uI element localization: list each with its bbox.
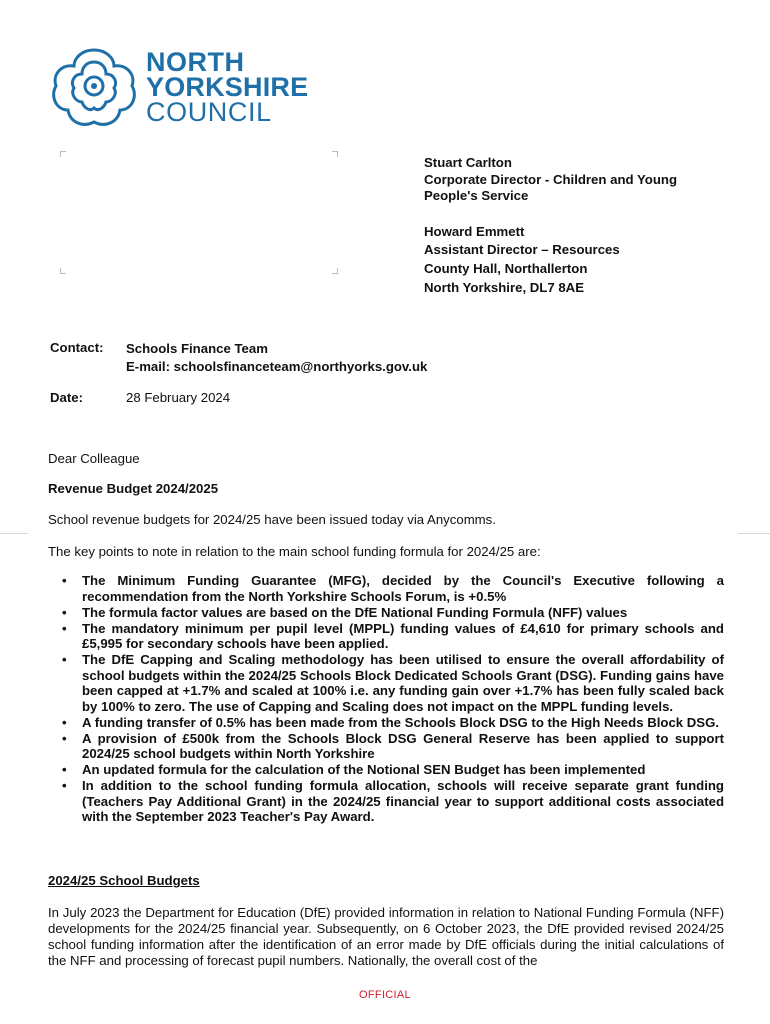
section-paragraph: In July 2023 the Department for Education (DfE) provided information in relation to National Funding Formula (NFF) developments for the 2024/25 financial year. Subsequently, on 6 October 2023, the DfE provided revised 2024/25 school funding information after the identification of an error made by DfE officials during the initial calculations of the NFF and processing of forecast pupil numbers. Nationally, the overall cost of the <box>48 905 724 968</box>
list-item: • A funding transfer of 0.5% has been made from the Schools Block DSG to the High Needs Block DSG. <box>62 714 720 730</box>
sender-title-2: Assistant Director – Resources <box>424 242 620 257</box>
sender-title-1: Corporate Director - Children and Young People's Service <box>424 171 678 203</box>
sender-block <box>424 155 714 297</box>
list-item: • A provision of £500k from the Schools Block DSG General Reserve has been applied to support 2024/25 school budgets within North Yorkshire <box>62 730 724 761</box>
date-value: 28 February 2024 <box>126 390 231 405</box>
logo-line-council: COUNCIL <box>146 97 272 127</box>
fold-mark-left <box>0 533 28 534</box>
salutation: Dear Colleague <box>48 451 140 466</box>
logo-wordmark <box>146 47 309 127</box>
section-heading: 2024/25 School Budgets <box>48 873 200 888</box>
list-item: • An updated formula for the calculation of the Notional SEN Budget has been implemented <box>62 762 646 777</box>
list-item: • The DfE Capping and Scaling methodology has been utilised to ensure the overall affordability of school budgets within the 2024/25 Schools Block Dedicated Schools Grant (DSG). Funding gains have been capped at +1.7% and scaled at 100% i.e. any funding gain over +1.7% has been fully scaled back by 100% to zero. The use of Capping and Scaling does not impact on the MPPL funding levels. <box>62 652 724 714</box>
crop-mark-top-right <box>332 151 338 157</box>
date-label: Date: <box>50 390 83 405</box>
contact-email[interactable]: E-mail: schoolsfinanceteam@northyorks.gov.uk <box>126 359 428 374</box>
classification-footer: OFFICIAL <box>359 989 411 1001</box>
rose-emblem-icon <box>48 44 140 130</box>
sender-name-2: Howard Emmett <box>424 223 525 239</box>
sender-address-1: County Hall, Northallerton <box>424 261 588 276</box>
logo-line-north: NORTH <box>146 47 245 77</box>
list-item: • In addition to the school funding formula allocation, schools will receive separate grant funding (Teachers Pay Additional Grant) in the 2024/25 financial year to support additional costs associated with the September 2023 Teacher's Pay Award. <box>62 778 724 824</box>
list-item: • The mandatory minimum per pupil level (MPPL) funding values of £4,610 for primary schools and £5,995 for secondary schools have been applied. <box>62 620 724 651</box>
contact-team: Schools Finance Team <box>126 341 268 356</box>
keypoints-intro: The key points to note in relation to the main school funding formula for 2024/25 are: <box>48 544 541 559</box>
key-points-list <box>48 573 724 825</box>
list-item: • The Minimum Funding Guarantee (MFG), decided by the Council's Executive following a recommendation from the North Yorkshire Schools Forum, is +0.5% <box>62 573 724 604</box>
contact-label: Contact: <box>50 340 104 355</box>
crop-mark-top-left <box>60 151 66 157</box>
logo-line-yorkshire: YORKSHIRE <box>146 72 309 102</box>
intro-paragraph: School revenue budgets for 2024/25 have been issued today via Anycomms. <box>48 512 496 527</box>
contact-details <box>126 340 427 376</box>
sender-address-2: North Yorkshire, DL7 8AE <box>424 280 585 295</box>
sender-name-1: Stuart Carlton <box>424 155 512 170</box>
fold-mark-right <box>738 533 770 534</box>
council-logo <box>48 44 328 134</box>
crop-mark-bottom-right <box>332 268 338 274</box>
letter-heading: Revenue Budget 2024/2025 <box>48 481 219 496</box>
list-item: • The formula factor values are based on the DfE National Funding Formula (NFF) values <box>62 604 628 620</box>
crop-mark-bottom-left <box>60 268 66 274</box>
